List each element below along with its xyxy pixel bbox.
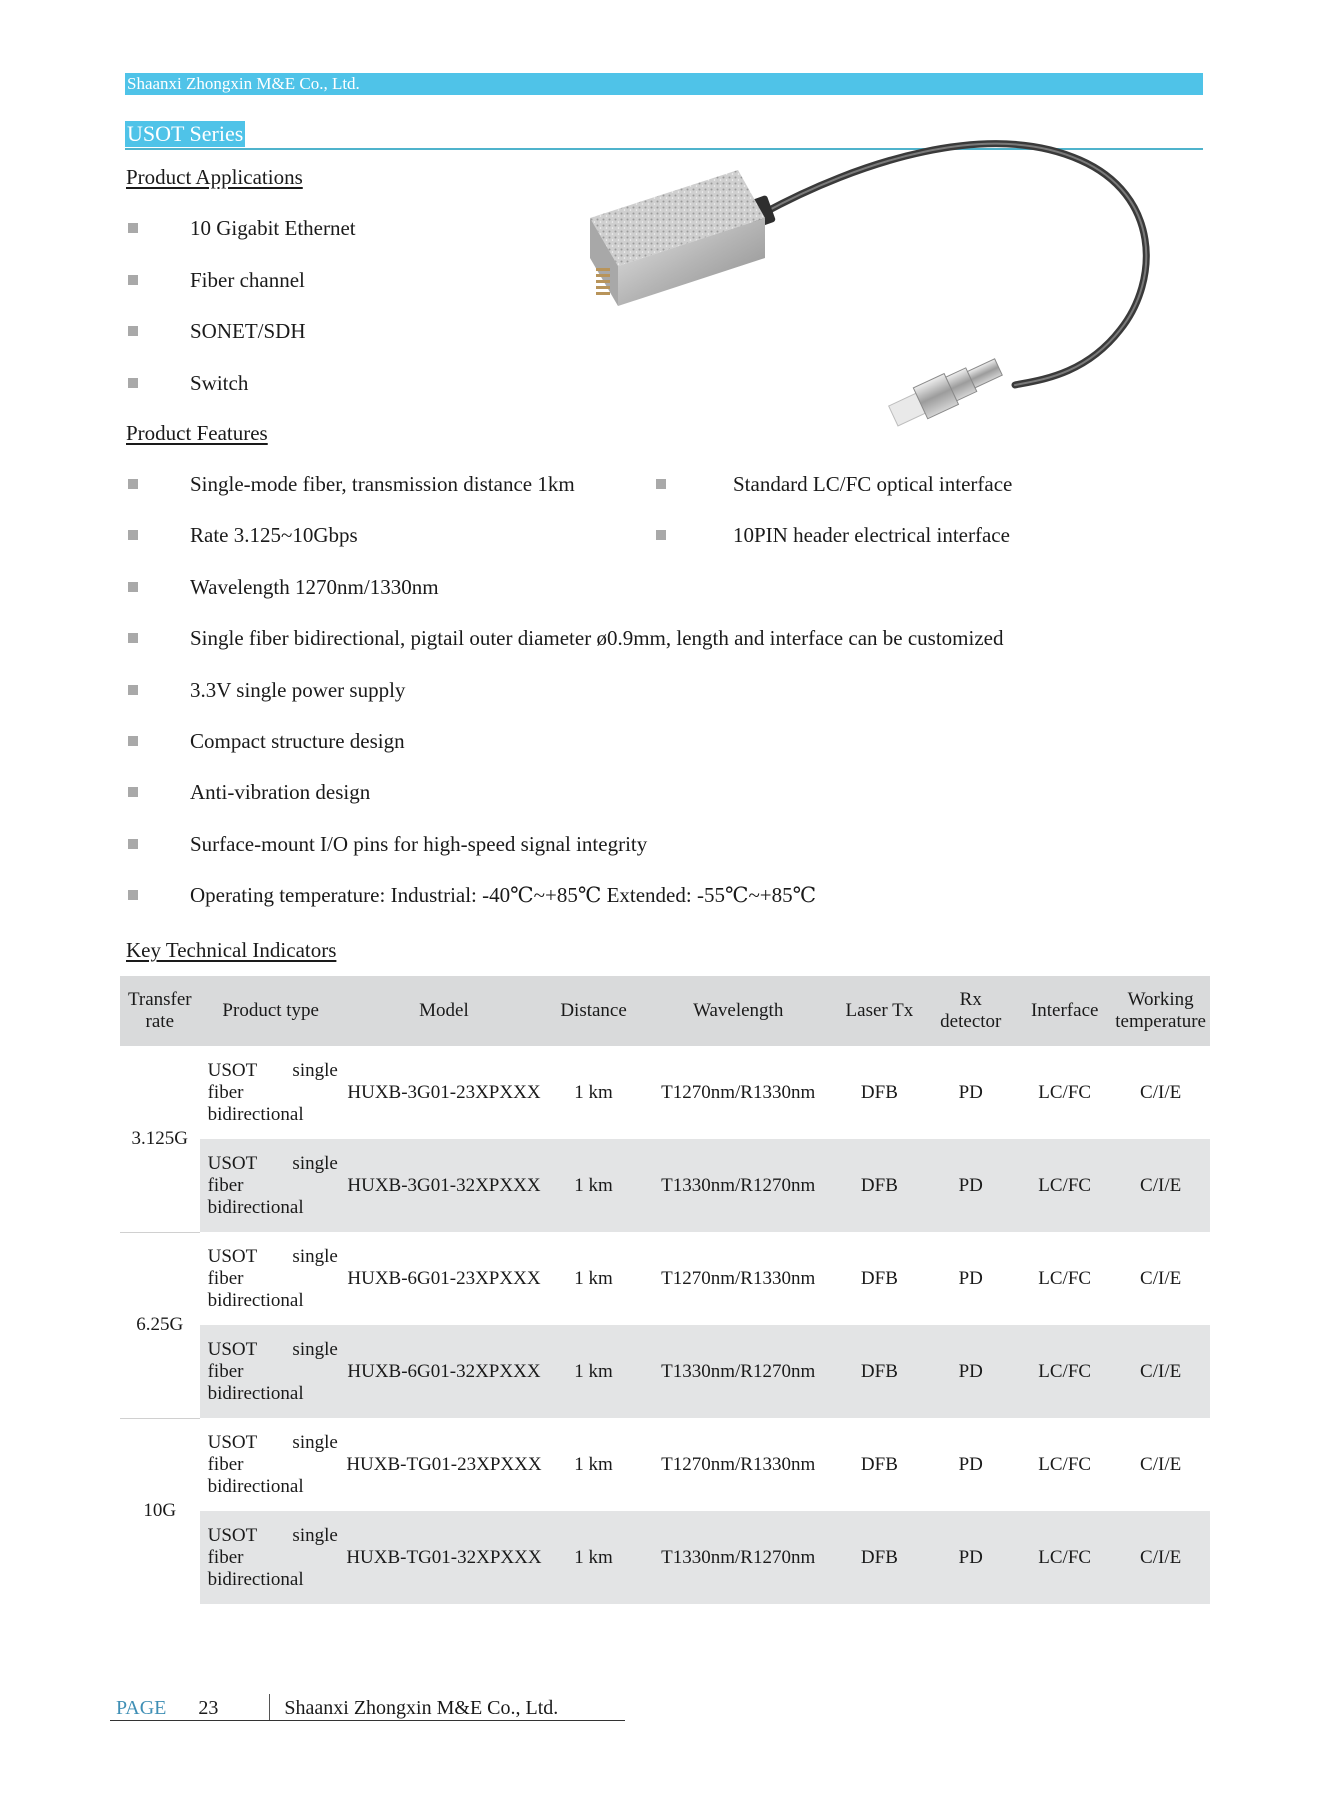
footer xyxy=(116,1696,558,1720)
table-row xyxy=(120,1511,1210,1604)
wavelength-cell: T1270nm/R1330nm xyxy=(661,1453,816,1475)
col-wavelength: Wavelength xyxy=(641,976,835,1046)
distance-cell: 1 km xyxy=(574,1267,613,1289)
table-header-row xyxy=(120,976,1210,1046)
bullet-icon xyxy=(128,275,138,285)
footer-page-label: PAGE xyxy=(116,1697,167,1719)
distance-cell: 1 km xyxy=(546,1511,641,1604)
interface-cell: LC/FC xyxy=(1038,1267,1092,1289)
model-cell: HUXB-6G01-32XPXXX xyxy=(342,1325,546,1418)
bullet-icon xyxy=(128,787,138,797)
col-rx-detector: Rx detector xyxy=(923,976,1018,1046)
interface-cell: LC/FC xyxy=(1038,1081,1092,1103)
col-distance: Distance xyxy=(546,976,641,1046)
indicators-table xyxy=(120,976,1210,1604)
temp-cell: C/I/E xyxy=(1111,1511,1210,1604)
laser-cell: DFB xyxy=(835,1325,923,1418)
transfer-rate-cell: 3.125G xyxy=(120,1046,200,1232)
table-row xyxy=(120,1418,1210,1511)
indicators-heading: Key Technical Indicators xyxy=(126,938,337,962)
footer-rule xyxy=(110,1720,625,1721)
bullet-icon xyxy=(128,736,138,746)
bullet-icon xyxy=(128,839,138,849)
product-image xyxy=(560,140,1200,460)
rx-cell: PD xyxy=(958,1267,983,1289)
distance-cell: 1 km xyxy=(574,1453,613,1475)
table-row xyxy=(120,1325,1210,1418)
rx-cell: PD xyxy=(958,1453,983,1475)
product-type-cell: USOT single fiber bidirectional xyxy=(207,1245,338,1311)
wavelength-cell: T1330nm/R1270nm xyxy=(641,1325,835,1418)
bullet-text: Fiber channel xyxy=(190,267,305,292)
model-cell: HUXB-TG01-32XPXXX xyxy=(342,1511,546,1604)
bullet-icon xyxy=(128,378,138,388)
bullet-text: Operating temperature: Industrial: -40℃~+85℃ Extended: -55℃~+85℃ xyxy=(190,882,817,907)
interface-cell: LC/FC xyxy=(1018,1511,1111,1604)
product-type-cell: USOT single fiber bidirectional xyxy=(200,1511,342,1604)
bullet-text: Wavelength 1270nm/1330nm xyxy=(190,575,439,599)
temp-cell: C/I/E xyxy=(1111,1325,1210,1418)
col-transfer-rate: Transfer rate xyxy=(120,976,200,1046)
interface-cell: LC/FC xyxy=(1018,1325,1111,1418)
laser-cell: DFB xyxy=(860,1081,898,1103)
header-bar xyxy=(125,73,1203,95)
model-cell: HUXB-3G01-23XPXXX xyxy=(347,1081,541,1103)
wavelength-cell: T1270nm/R1330nm xyxy=(661,1081,816,1103)
bullet-icon xyxy=(128,685,138,695)
laser-cell: DFB xyxy=(835,1139,923,1232)
temp-cell: C/I/E xyxy=(1111,1139,1210,1232)
bullet-text: SONET/SDH xyxy=(190,319,306,343)
bullet-icon xyxy=(128,530,138,540)
bullet-icon xyxy=(128,326,138,336)
bullet-text: Compact structure design xyxy=(190,728,405,753)
bullet-text: Single-mode fiber, transmission distance 1km xyxy=(190,472,575,496)
features-heading: Product Features xyxy=(126,421,268,445)
table-row xyxy=(120,1046,1210,1139)
product-type-cell: USOT single fiber bidirectional xyxy=(200,1325,342,1418)
bullet-icon xyxy=(128,479,138,489)
bullet-text: Rate 3.125~10Gbps xyxy=(190,523,358,547)
footer-company: Shaanxi Zhongxin M&E Co., Ltd. xyxy=(284,1697,559,1719)
laser-cell: DFB xyxy=(860,1453,898,1475)
distance-cell: 1 km xyxy=(546,1325,641,1418)
bullet-icon xyxy=(128,223,138,233)
model-cell: HUXB-6G01-23XPXXX xyxy=(347,1267,541,1289)
product-type-cell: USOT single fiber bidirectional xyxy=(207,1059,338,1125)
bullet-icon xyxy=(128,633,138,643)
interface-cell: LC/FC xyxy=(1018,1139,1111,1232)
header-company: Shaanxi Zhongxin M&E Co., Ltd. xyxy=(127,74,360,93)
wavelength-cell: T1270nm/R1330nm xyxy=(661,1267,816,1289)
bullet-icon xyxy=(128,890,138,900)
distance-cell: 1 km xyxy=(546,1139,641,1232)
bullet-text: 3.3V single power supply xyxy=(190,677,406,702)
rx-cell: PD xyxy=(923,1139,1018,1232)
product-type-cell: USOT single fiber bidirectional xyxy=(207,1431,338,1497)
rx-cell: PD xyxy=(923,1511,1018,1604)
temp-cell: C/I/E xyxy=(1140,1267,1182,1289)
bullet-text: 10PIN header electrical interface xyxy=(733,523,1010,547)
bullet-text: 10 Gigabit Ethernet xyxy=(190,216,356,240)
bullet-icon xyxy=(128,582,138,592)
temp-cell: C/I/E xyxy=(1140,1453,1182,1475)
rx-cell: PD xyxy=(958,1081,983,1103)
bullet-text: Switch xyxy=(190,370,249,395)
table-row xyxy=(120,1139,1210,1232)
laser-cell: DFB xyxy=(835,1511,923,1604)
col-product-type: Product type xyxy=(200,976,342,1046)
col-model: Model xyxy=(342,976,546,1046)
rx-cell: PD xyxy=(923,1325,1018,1418)
bullet-text: Anti-vibration design xyxy=(190,780,371,805)
col-working-temperature: Working temperature xyxy=(1111,976,1210,1046)
transfer-rate-cell: 6.25G xyxy=(120,1232,200,1418)
laser-cell: DFB xyxy=(860,1267,898,1289)
footer-separator xyxy=(269,1694,270,1721)
col-interface: Interface xyxy=(1018,976,1111,1046)
col-laser-tx: Laser Tx xyxy=(835,976,923,1046)
wavelength-cell: T1330nm/R1270nm xyxy=(641,1511,835,1604)
distance-cell: 1 km xyxy=(574,1081,613,1103)
model-cell: HUXB-TG01-23XPXXX xyxy=(346,1453,542,1475)
series-title: USOT Series xyxy=(127,121,244,146)
applications-heading: Product Applications xyxy=(126,165,303,189)
product-type-cell: USOT single fiber bidirectional xyxy=(200,1139,342,1232)
interface-cell: LC/FC xyxy=(1038,1453,1092,1475)
transfer-rate-cell: 10G xyxy=(120,1418,200,1604)
footer-page-number: 23 xyxy=(198,1697,219,1719)
bullet-text: Surface-mount I/O pins for high-speed signal integrity xyxy=(190,831,648,856)
model-cell: HUXB-3G01-32XPXXX xyxy=(342,1139,546,1232)
bullet-text: Single fiber bidirectional, pigtail outer diameter ø0.9mm, length and interface can be customized xyxy=(190,626,1004,651)
bullet-icon xyxy=(656,530,666,540)
table-row xyxy=(120,1232,1210,1325)
bullet-icon xyxy=(656,479,666,489)
bullet-text: Standard LC/FC optical interface xyxy=(733,472,1013,496)
wavelength-cell: T1330nm/R1270nm xyxy=(641,1139,835,1232)
temp-cell: C/I/E xyxy=(1140,1081,1182,1103)
